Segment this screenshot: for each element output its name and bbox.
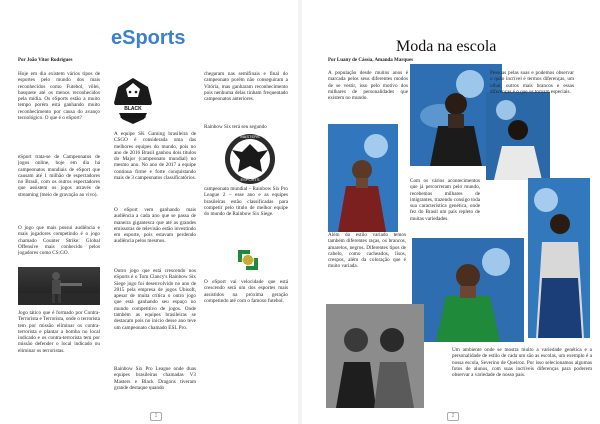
student-photo-4 (412, 238, 524, 342)
moda-p2: Pessoas pelas suas e podemos observar o quão incrível é termos diferenças, um olhar, outros mais brancos e essas diferenças é o que os tornam especiais. (490, 70, 574, 95)
left-page-number: 1 (150, 412, 162, 421)
student-photo-2-icon (328, 124, 398, 232)
moda-p5: Um ambiente onde se mostra muito a variedade genética e a personalidade de estilo de cada um são as escolas, um exemplo é a nossa escola, Severino de Queiroz. Por isso selecionamos algumas fotos de alunos, com suas incríveis diferenças para poderem observar a variedade de nosso país. (452, 347, 592, 379)
student-photo-6-icon (326, 304, 424, 408)
esports-col2-p4: Rainbow Six Pro League onde duas equipes brasileiras chamadas V3 Masters e Black Dragons tiveram grande destaque quando (114, 366, 196, 391)
esports-col3-p3: campeonato mundial – Rainbow Six Pro League 2 – esse ano e as equipes brasileiras estão classificadas para competir pelo título de melhor equipe do mundo de Rainbow Six Siege. (204, 186, 288, 218)
student-photo-3-icon (486, 92, 550, 180)
esports-col3-p2: Rainbow Six terá seu segundo (204, 124, 267, 130)
moda-p4: Além do estilo variado temos também diferentes raças, os brancos, amarelos, negros. Diferentes tipos de cabelo, como cacheados, lisos, crespos, além da coloração que é muito variada. (328, 232, 406, 270)
moda-title: Moda na escola (396, 38, 497, 55)
student-photo-3 (486, 92, 550, 180)
right-page (302, 0, 596, 424)
esports-col2-p1: A equipe SK Gaming brasileira de CSGO é considerada uma das melhores equipes do mundo, pois no ano de 2016 Brasil ganhou dois títulos do Major (campeonato mundial) no mesmo ano. No ano de 2017 a equipe continua firme e forte conquistando mais de 3 campeonatos classificatórios. (114, 131, 196, 182)
csgo-image (18, 267, 100, 305)
esports-col1-p4: Jogo tático que é formado por Contra-Terrorista e Terrorista, onde o terrorista tem por missão eliminar os contra-terrorista e plantar a bomba no local indicado e os contra-terrorista tem por missão defender o local indicado ou eliminar os terroristas. (18, 310, 100, 354)
esports-col1-p1: Hoje em dia existem vários tipos de esportes pelo mundo dos mais reconhecidos como Futebol, vôlei, basquete até os menos reconhecidos pela mídia. Os eSports estão a muito tempo porém está ganhando muito reconhecimento por causa do avanço tecnológico. O que é o eSport? (18, 71, 100, 122)
moda-byline: Por Luany de Cássia, Amanda Marques (328, 58, 414, 63)
v3-masters-logo (222, 132, 278, 186)
v3-logo-bottom-text: ESPORTS (240, 177, 260, 182)
esports-title: eSports (111, 27, 186, 49)
student-photo-2 (328, 124, 398, 232)
moda-p3: Com os vários acontecimentos que já percorreram pelo mundo, recebemos milhares de imigrantes, trazendo consigo toda sua característica genética, onde fez do Brasil um país repleto de muitas variedades. (410, 178, 481, 222)
esports-col3-p1: chegaram nas semifinais e final do campeonato porém não conseguiram a Vitória, mas ganharam reconhecimento pois nenhuma delas tinham frequentado campeonatos anteriores. (204, 71, 288, 103)
rainbow-six-logo (230, 242, 266, 278)
right-page-number: 2 (447, 412, 459, 421)
student-photo-6 (326, 304, 424, 408)
v3-logo-top-text: MASTERS (240, 134, 260, 139)
black-dragons-logo (108, 75, 158, 127)
left-page (8, 0, 298, 424)
esports-col2-p3: Outro jogo que está crescendo nos eSports é o Tom Clancy's Rainbow Six Siege jogo foi desenvolvido no ano de 2015 pela empresa de jogos Ubisoft, apesar de muita crítica o outro jogo que está ganhando seu espaço no mundo competitivo de jogos. Onde também as equipes brasileiras se destacam pois no início desse ano teve um campeonato chamado ESL Pro. (114, 268, 196, 331)
esports-col1-p2: eSport trata-se de Campeonatos de jogos online, hoje em dia há campeonatos mundiais de eSport que causam até 1 milhão de espectadores no Brasil, com os outros espectadores que assistem os jogos através de streaming (meio de gravação ao vivo). (18, 154, 100, 198)
csgo-figure-icon (18, 267, 100, 305)
esports-col1-p3: O jogo que mais possui audiência e mais jogadores competindo é o jogo chamado Counter Strike: Global Offensive mais conhecido pelos jogadores como CS:GO. (18, 225, 100, 257)
dragons-logo-text: BLACK DRAGONS (120, 106, 146, 120)
r6-logo-icon (230, 242, 266, 278)
moda-p1: A população desde muitos anos é marcada pelos seus diferentes modos de se vestir, isso pelo motivo dos milhares de personalidades que existem no mundo. (328, 70, 408, 102)
esports-col2-p2: O eSport vem ganhando mais audiência a cada ano que se passa de maneira gigantesca que até as grandes emissoras de televisão estão investindo em esporte, pois estavam perdendo audiência pelos mesmos. (114, 207, 196, 245)
student-photo-5 (528, 178, 590, 338)
student-photo-4-icon (412, 238, 524, 342)
esports-col3-p4: O eSport vai velocidade que está crescendo será um dos esportes mais assistidos na próxima geração competindo até com o famoso futebol. (204, 279, 288, 304)
student-photo-5-icon (528, 178, 590, 338)
esports-byline: Por João Vitor Rodrigues (18, 58, 73, 63)
